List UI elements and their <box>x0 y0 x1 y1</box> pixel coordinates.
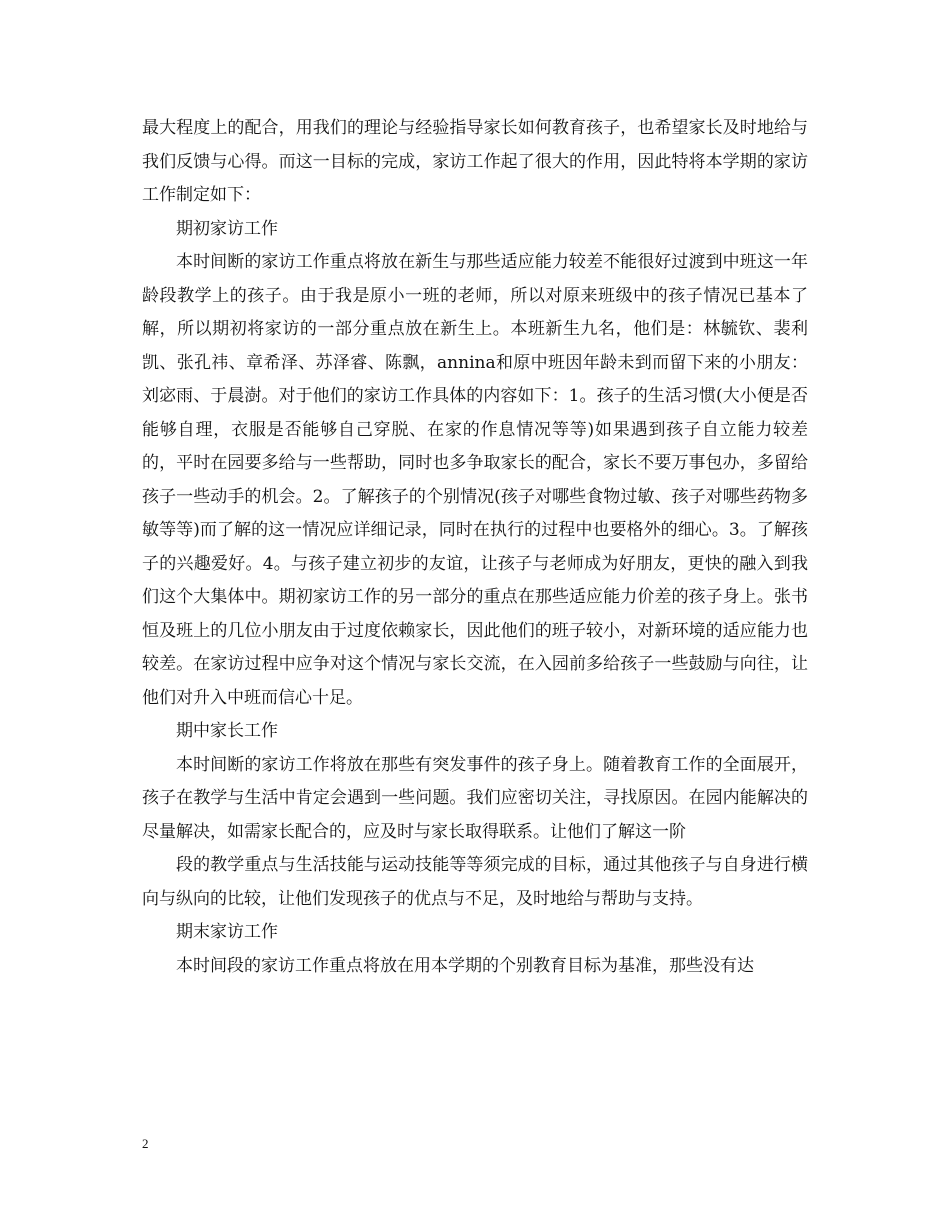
section-heading-early-term: 期初家访工作 <box>176 218 278 239</box>
document-body <box>142 112 808 983</box>
section-heading-mid-term: 期中家长工作 <box>176 721 278 741</box>
paragraph-mid-term: 本时间断的家访工作将放在那些有突发事件的孩子身上。随着教育工作的全面展开，孩子在教学与生活中肯定会遇到一些问题。我们应密切关注，寻找原因。在园内能解决的尽量解决，如需家长配合的，应及时与家长取得联系。让他们了解这一阶 <box>142 754 808 842</box>
paragraph-intro-continuation: 最大程度上的配合，用我们的理论与经验指导家长如何教育孩子，也希望家长及时地给与我们反馈与心得。而这一目标的完成，家访工作起了很大的作用，因此特将本学期的家访工作制定如下： <box>142 118 808 205</box>
section-heading-end-term: 期末家访工作 <box>176 922 278 942</box>
paragraph-mid-term-continued: 段的教学重点与生活技能与运动技能等等须完成的目标，通过其他孩子与自身进行横向与纵向的比较，让他们发现孩子的优点与不足，及时地给与帮助与支持。 <box>142 855 808 909</box>
page-number: 2 <box>142 1136 149 1151</box>
paragraph-early-term: 本时间断的家访工作重点将放在新生与那些适应能力较差不能很好过渡到中班这一年龄段教学上的孩子。由于我是原小一班的老师，所以对原来班级中的孩子情况已基本了解，所以期初将家访的一部分重点放在新生上。本班新生九名，他们是：林毓钦、裴利凯、张孔祎、章希泽、苏泽睿、陈飘，annina和原中班因年龄未到而留下来的小朋友：刘宓雨、于晨澍。对于他们的家访工作具体的内容如下：1。孩子的生活习惯(大小便是否能够自理，衣服是否能够自己穿脱、在家的作息情况等等)如果遇到孩子自立能力较差的，平时在园要多给与一些帮助，同时也多争取家长的配合，家长不要万事包办，多留给孩子一些动手的机会。2。了解孩子的个别情况(孩子对哪些食物过敏、孩子对哪些药物多敏等等)而了解的这一情况应详细记录，同时在执行的过程中也要格外的细心。3。了解孩子的兴趣爱好。4。与孩子建立初步的友谊，让孩子与老师成为好朋友，更快的融入到我们这个大集体中。期初家访工作的另一部分的重点在那些适应能力价差的孩子身上。张书恒及班上的几位小朋友由于过度依赖家长，因此他们的班子较小，对新环境的适应能力也较差。在家访过程中应争对这个情况与家长交流，在入园前多给孩子一些鼓励与向往，让他们对升入中班而信心十足。 <box>142 252 808 708</box>
paragraph-end-term: 本时间段的家访工作重点将放在用本学期的个别教育目标为基准，那些没有达 <box>176 955 754 976</box>
